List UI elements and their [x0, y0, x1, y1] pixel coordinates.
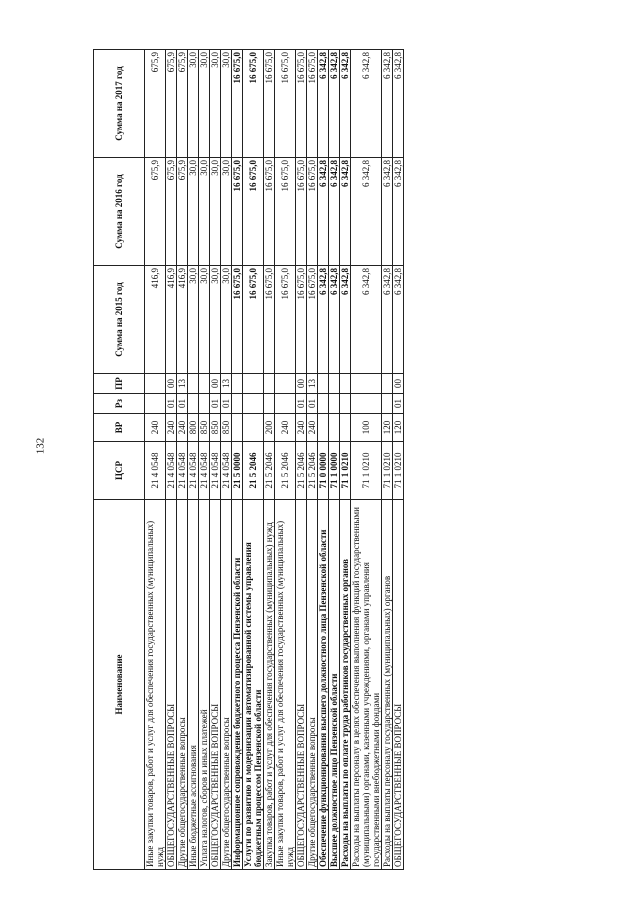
cell-name: ОБЩЕГОСУДАРСТВЕННЫЕ ВОПРОСЫ [166, 500, 177, 870]
cell-y2016: 30,0 [221, 158, 232, 266]
cell-vr: 200 [264, 414, 275, 442]
cell-y2017: 16 675,0 [243, 50, 264, 158]
cell-y2017: 16 675,0 [264, 50, 275, 158]
cell-name: Закупка товаров, работ и услуг для обеспечения государственных (муниципальных) нужд [264, 500, 275, 870]
cell-y2016: 16 675,0 [296, 158, 307, 266]
cell-vr: 240 [275, 414, 296, 442]
cell-name: ОБЩЕГОСУДАРСТВЕННЫЕ ВОПРОСЫ [296, 500, 307, 870]
cell-pr [275, 374, 296, 394]
cell-y2017: 6 342,8 [318, 50, 329, 158]
cell-y2015: 6 342,8 [318, 266, 329, 374]
cell-vr: 120 [393, 414, 404, 442]
cell-rz [264, 394, 275, 414]
cell-rz: 01 [307, 394, 318, 414]
table-body [145, 50, 404, 870]
cell-y2016: 6 342,8 [329, 158, 340, 266]
table-row [382, 50, 393, 870]
cell-y2017: 16 675,0 [232, 50, 243, 158]
cell-csr: 71 1 0000 [329, 442, 340, 500]
table-row [232, 50, 243, 870]
header-2017: Сумма на 2017 год [94, 50, 145, 158]
cell-y2015: 16 675,0 [307, 266, 318, 374]
header-name: Наименование [94, 500, 145, 870]
page-number: 132 [34, 437, 47, 455]
cell-y2016: 6 342,8 [340, 158, 351, 266]
cell-rz: 01 [393, 394, 404, 414]
cell-csr: 21 5 2046 [243, 442, 264, 500]
cell-csr: 21 5 0000 [232, 442, 243, 500]
cell-vr: 100 [351, 414, 382, 442]
cell-rz [232, 394, 243, 414]
table-row [210, 50, 221, 870]
cell-y2015: 6 342,8 [393, 266, 404, 374]
cell-pr [199, 374, 210, 394]
cell-y2015: 30,0 [188, 266, 199, 374]
cell-vr [232, 414, 243, 442]
cell-y2015: 16 675,0 [264, 266, 275, 374]
cell-y2016: 675,9 [177, 158, 188, 266]
cell-csr: 21 5 2046 [307, 442, 318, 500]
cell-y2017: 6 342,8 [329, 50, 340, 158]
cell-rz [329, 394, 340, 414]
table-row [351, 50, 382, 870]
cell-csr: 21 4 0548 [166, 442, 177, 500]
cell-pr [318, 374, 329, 394]
cell-name: Информационное сопровождение бюджетного процесса Пензенской области [232, 500, 243, 870]
table-row [296, 50, 307, 870]
cell-vr: 120 [382, 414, 393, 442]
header-rz: Рз [94, 394, 145, 414]
cell-y2017: 6 342,8 [393, 50, 404, 158]
cell-name: Расходы на выплаты персоналу в целях обеспечения выполнения функций государственными (муниципальными) органами, казенными учреждениями, органами управления государственными внебюджетными фондами [351, 500, 382, 870]
cell-pr [351, 374, 382, 394]
cell-name: Другие общегосударственные вопросы [177, 500, 188, 870]
cell-name: Иные бюджетные ассигнования [188, 500, 199, 870]
table-row [145, 50, 166, 870]
cell-pr [382, 374, 393, 394]
cell-rz [351, 394, 382, 414]
cell-pr [264, 374, 275, 394]
cell-y2017: 30,0 [221, 50, 232, 158]
table-row [221, 50, 232, 870]
rotated-page [93, 50, 559, 870]
cell-csr: 71 1 0210 [382, 442, 393, 500]
cell-vr: 240 [166, 414, 177, 442]
cell-y2015: 6 342,8 [382, 266, 393, 374]
table-row [166, 50, 177, 870]
cell-vr: 240 [177, 414, 188, 442]
cell-y2015: 16 675,0 [275, 266, 296, 374]
cell-y2016: 16 675,0 [307, 158, 318, 266]
cell-name: Расходы на выплаты персоналу государственных (муниципальных) органов [382, 500, 393, 870]
table-row [318, 50, 329, 870]
cell-pr: 00 [393, 374, 404, 394]
cell-rz [318, 394, 329, 414]
table-row [340, 50, 351, 870]
budget-table [93, 49, 404, 870]
cell-rz [243, 394, 264, 414]
cell-name: Расходы на выплаты по оплате труда работников государственных органов [340, 500, 351, 870]
cell-y2015: 16 675,0 [232, 266, 243, 374]
cell-y2015: 6 342,8 [329, 266, 340, 374]
cell-y2017: 6 342,8 [382, 50, 393, 158]
cell-csr: 21 5 2046 [296, 442, 307, 500]
cell-y2017: 30,0 [210, 50, 221, 158]
cell-rz: 01 [210, 394, 221, 414]
cell-y2016: 30,0 [210, 158, 221, 266]
cell-y2017: 6 342,8 [340, 50, 351, 158]
cell-csr: 21 5 2046 [275, 442, 296, 500]
cell-csr: 71 1 0210 [340, 442, 351, 500]
cell-y2017: 16 675,0 [307, 50, 318, 158]
cell-name: Другие общегосударственные вопросы [307, 500, 318, 870]
cell-y2015: 416,9 [166, 266, 177, 374]
cell-name: Услуги по развитию и модернизации автоматизированной системы управления бюджетным процессом Пензенской области [243, 500, 264, 870]
cell-vr [243, 414, 264, 442]
cell-name: ОБЩЕГОСУДАРСТВЕННЫЕ ВОПРОСЫ [393, 500, 404, 870]
cell-pr: 00 [296, 374, 307, 394]
cell-pr: 13 [221, 374, 232, 394]
cell-vr: 800 [188, 414, 199, 442]
cell-csr: 21 4 0548 [177, 442, 188, 500]
header-csr: ЦСР [94, 442, 145, 500]
cell-csr: 21 5 2046 [264, 442, 275, 500]
cell-pr [340, 374, 351, 394]
cell-y2015: 30,0 [210, 266, 221, 374]
cell-y2015: 6 342,8 [351, 266, 382, 374]
cell-pr: 13 [177, 374, 188, 394]
cell-vr: 850 [210, 414, 221, 442]
cell-rz [382, 394, 393, 414]
cell-csr: 71 1 0210 [393, 442, 404, 500]
table-row [307, 50, 318, 870]
cell-name: Уплата налогов, сборов и иных платежей [199, 500, 210, 870]
cell-rz: 01 [166, 394, 177, 414]
cell-rz: 01 [177, 394, 188, 414]
cell-csr: 21 4 0548 [210, 442, 221, 500]
table-row [393, 50, 404, 870]
cell-y2017: 675,9 [145, 50, 166, 158]
cell-pr [145, 374, 166, 394]
cell-y2016: 30,0 [199, 158, 210, 266]
cell-y2017: 6 342,8 [351, 50, 382, 158]
cell-y2017: 30,0 [199, 50, 210, 158]
table-row [177, 50, 188, 870]
table-row [275, 50, 296, 870]
table-row [329, 50, 340, 870]
cell-rz [275, 394, 296, 414]
cell-vr [329, 414, 340, 442]
cell-y2016: 6 342,8 [351, 158, 382, 266]
cell-y2016: 675,9 [145, 158, 166, 266]
cell-csr: 21 4 0548 [188, 442, 199, 500]
cell-vr [318, 414, 329, 442]
cell-name: ОБЩЕГОСУДАРСТВЕННЫЕ ВОПРОСЫ [210, 500, 221, 870]
header-2016: Сумма на 2016 год [94, 158, 145, 266]
cell-rz [340, 394, 351, 414]
cell-y2017: 675,9 [177, 50, 188, 158]
cell-name: Обеспечение функционирования высшего должностного лица Пензенской области [318, 500, 329, 870]
table-row [243, 50, 264, 870]
cell-vr [340, 414, 351, 442]
cell-pr [232, 374, 243, 394]
cell-y2016: 6 342,8 [382, 158, 393, 266]
cell-y2015: 16 675,0 [296, 266, 307, 374]
cell-y2017: 16 675,0 [296, 50, 307, 158]
header-pr: ПР [94, 374, 145, 394]
cell-y2015: 16 675,0 [243, 266, 264, 374]
cell-rz: 01 [296, 394, 307, 414]
cell-y2016: 16 675,0 [232, 158, 243, 266]
header-row [94, 50, 145, 870]
cell-y2015: 416,9 [145, 266, 166, 374]
cell-csr: 71 0 0000 [318, 442, 329, 500]
cell-vr: 240 [296, 414, 307, 442]
cell-rz: 01 [221, 394, 232, 414]
cell-y2016: 30,0 [188, 158, 199, 266]
cell-y2017: 30,0 [188, 50, 199, 158]
cell-csr: 71 1 0210 [351, 442, 382, 500]
cell-y2015: 6 342,8 [340, 266, 351, 374]
cell-y2015: 30,0 [221, 266, 232, 374]
cell-y2015: 30,0 [199, 266, 210, 374]
cell-csr: 21 4 0548 [145, 442, 166, 500]
cell-y2016: 16 675,0 [264, 158, 275, 266]
cell-pr [243, 374, 264, 394]
cell-vr: 240 [307, 414, 318, 442]
table-row [264, 50, 275, 870]
header-2015: Сумма на 2015 год [94, 266, 145, 374]
header-vr: ВР [94, 414, 145, 442]
cell-y2016: 16 675,0 [243, 158, 264, 266]
cell-y2016: 675,9 [166, 158, 177, 266]
cell-pr: 00 [210, 374, 221, 394]
cell-vr: 850 [221, 414, 232, 442]
table-row [199, 50, 210, 870]
cell-y2015: 416,9 [177, 266, 188, 374]
cell-pr: 00 [166, 374, 177, 394]
cell-csr: 21 4 0548 [221, 442, 232, 500]
cell-y2017: 16 675,0 [275, 50, 296, 158]
cell-pr [188, 374, 199, 394]
cell-rz [199, 394, 210, 414]
cell-y2016: 16 675,0 [275, 158, 296, 266]
cell-vr: 850 [199, 414, 210, 442]
cell-pr [329, 374, 340, 394]
cell-pr: 13 [307, 374, 318, 394]
cell-csr: 21 4 0548 [199, 442, 210, 500]
cell-rz [145, 394, 166, 414]
cell-name: Иные закупки товаров, работ и услуг для обеспечения государственных (муниципальных) нужд [275, 500, 296, 870]
cell-name: Другие общегосударственные вопросы [221, 500, 232, 870]
cell-y2017: 675,9 [166, 50, 177, 158]
cell-y2016: 6 342,8 [393, 158, 404, 266]
table-row [188, 50, 199, 870]
cell-vr: 240 [145, 414, 166, 442]
cell-name: Высшее должностное лицо Пензенской области [329, 500, 340, 870]
cell-y2016: 6 342,8 [318, 158, 329, 266]
cell-name: Иные закупки товаров, работ и услуг для обеспечения государственных (муниципальных) нужд [145, 500, 166, 870]
cell-rz [188, 394, 199, 414]
